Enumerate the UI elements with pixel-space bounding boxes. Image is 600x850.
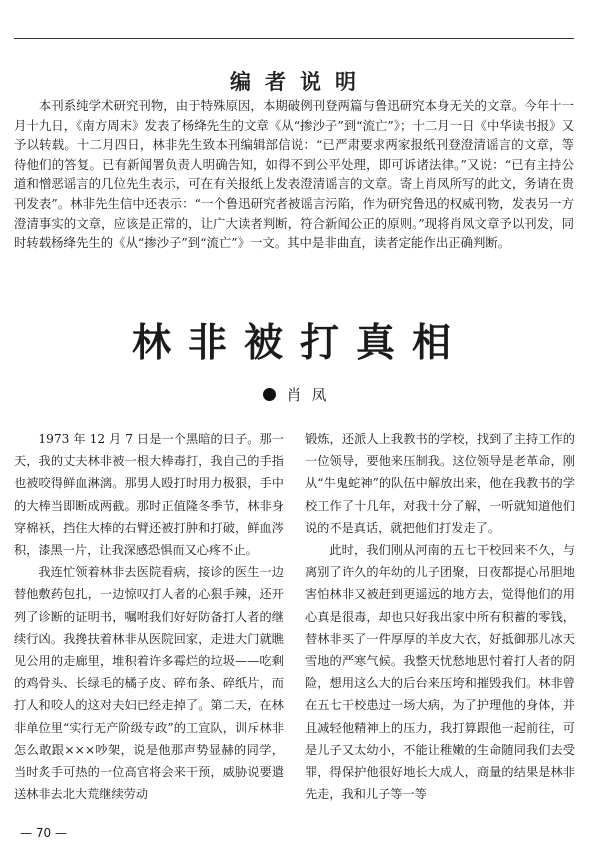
byline xyxy=(0,384,600,405)
paragraph: 我连忙领着林非去医院看病，接诊的医生一边替他敷药包扎，一边惊叹打人者的心狠手辣，还开列了诊断的证明书，嘱咐我们好好防备打人者的继续行凶。我搀扶着林非从医院回家，走进大门就瞧见公用的走廊里，堆积着许多霉烂的垃圾——吃剩的鸡骨头、长绿毛的橘子皮、碎布条、碎纸片，而打人和咬人的这对夫妇已经走掉了。第二天，在林非单位里“实行无产阶级专政”的工宣队，训斥林非怎么敢跟×××吵架，说是他那声势显赫的同学，当时炙手可热的一位高官将会来干预，威胁说要遣送林非去北大荒继续劳动 xyxy=(14,565,284,802)
article-title: 林非被打真相 xyxy=(131,321,468,366)
paragraph: 此时，我们刚从河南的五七干校回来不久，与离别了许久的年幼的儿子团聚，日夜都提心吊胆地害怕林非又被赶到更遥远的地方去，觉得他们的用心真是很毒，却也只好我出家中所有积蓄的零钱，替林非买了一件厚厚的羊皮大衣，好抵御那儿冰天雪地的严寒气候。我整天忧愁地思忖着打人者的阴险，想用这么大的后台来压垮和摧毁我们。林非曾在五七干校患过一场大病，为了护理他的身体，并且减轻他精神上的压力，我打算跟他一起前往，可是儿子又太幼小，不能让稚嫩的生命随同我们去受罪，得保护他很好地长大成人，商量的结果是林非先走，我和儿子等一等 xyxy=(305,543,575,802)
page-number: — 70 — xyxy=(20,826,67,840)
author-name: 肖凤 xyxy=(286,386,337,404)
header-rule xyxy=(14,38,574,39)
paragraph: 1973 年 12 月 7 日是一个黑暗的日子。那一天，我的丈夫林非被一根大棒毒打，我自己的手指也被咬得鲜血淋漓。那男人殴打时用力极狠，手中的大棒当即断成两截。那时正值隆冬季节，林非身穿棉袄，挡住大棒的右臂还被打肿和打破，鲜血涔积，漆黑一片，让我深感恐惧而又心疼不止。 xyxy=(14,432,284,558)
right-column xyxy=(305,428,575,805)
left-column xyxy=(14,428,284,805)
editor-note-body: 本刊系纯学术研究刊物，由于特殊原因，本期破例刊登两篇与鲁迅研究本身无关的文章。今年十一月十九日，《南方周末》发表了杨绛先生的文章《从“掺沙子”到“流亡”》；十二月一日《中华读书报》又予以转载。十二月四日，林非先生致本刊编辑部信说：“已严肃要求两家报纸刊登澄清谣言的文章，等待他们的答复。已有新闻署负责人明确告知，如得不到公平处理，即可诉诸法律。”又说：“已有主持公道和憎恶谣言的几位先生表示，可在有关报纸上发表澄清谣言的文章。寄上肖凤所写的此文，务请在贵刊发表”。林非先生信中还表示：“一个鲁迅研究者被谣言污陷，作为研究鲁迅的权威刊物，发表另一方澄清事实的文章，应该是正常的，让广大读者判断，符合新闻公正的原则。”现将肖凤文章予以刊发，同时转载杨绛先生的《从“掺沙子”到“流亡”》一文。其中是非曲直，读者定能作出正确判断。 xyxy=(14,98,574,251)
editor-note-heading: 编者说明 xyxy=(230,70,370,94)
paragraph: 锻炼，还派人上我教书的学校，找到了主持工作的一位领导，要他来压制我。这位领导是老革命，刚从“牛鬼蛇神”的队伍中解放出来，他在我教书的学校工作了十几年，对我十分了解，一听就知道他们说的不是真话，就把他们打发走了。 xyxy=(305,432,575,535)
bullet-dot-icon xyxy=(263,388,276,401)
